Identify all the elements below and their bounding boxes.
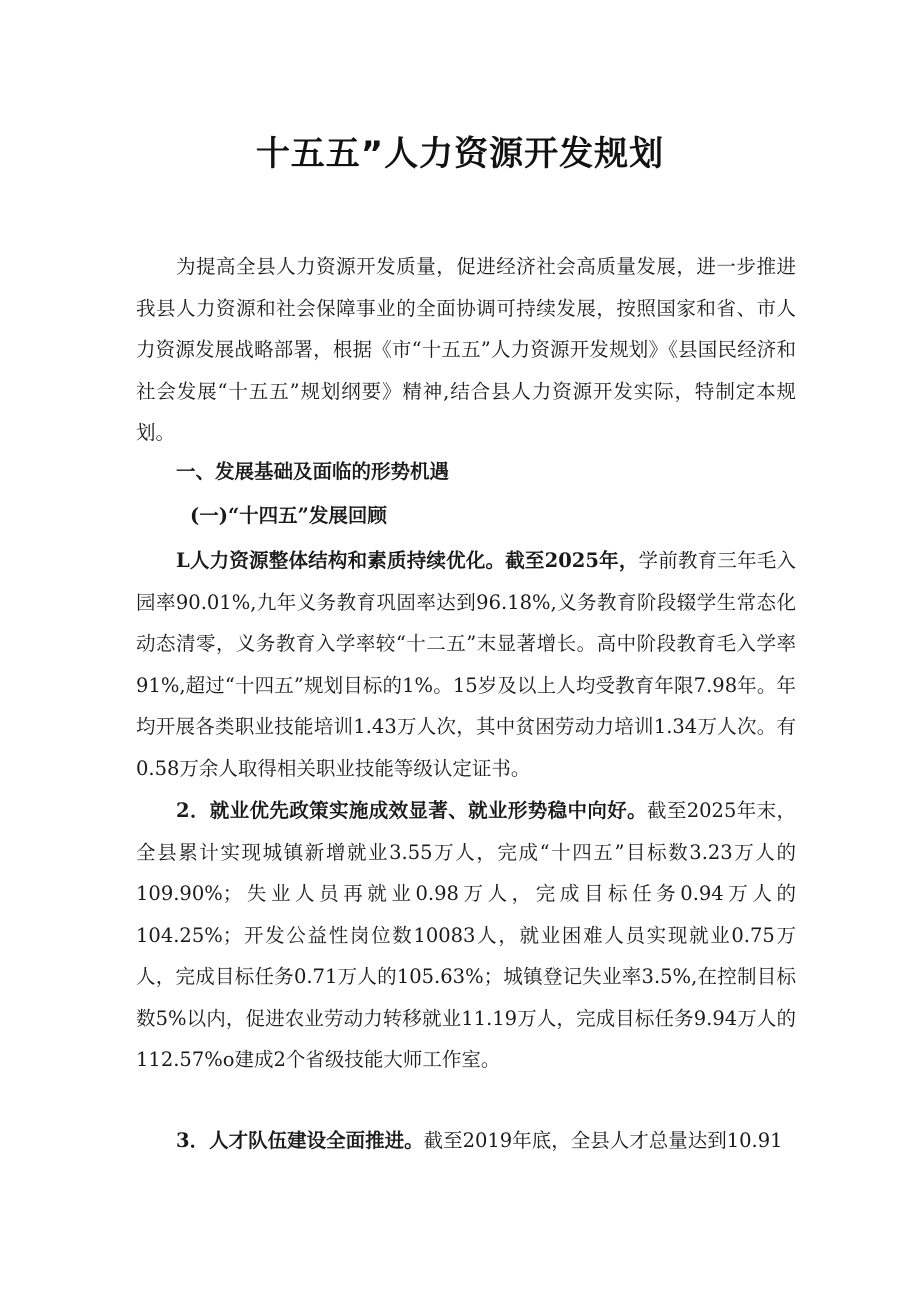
paragraph-item-1 (136, 540, 796, 789)
paragraph-text: 截至2019年底，全县人才总量达到10.91 (423, 1129, 783, 1152)
section-heading: 一、发展基础及面临的形势机遇 (176, 460, 450, 483)
subsection-heading: (一)“十四五”发展回顾 (190, 504, 387, 527)
paragraph-text: 学前教育三年毛入园率90.01%,九年义务教育巩固率达到96.18%,义务教育阶段辍学生常态化动态清零，义务教育入学率较“十二五”末显著增长。高中阶段教育毛入学率91%,超过“十四五”规划目标的1%。15岁及以上人均受教育年限7.98年。年均开展各类职业技能培训1.43万人次，其中贫困劳动力培训1.34万人次。有0.58万余人取得相关职业技能等级认定证书。 (136, 549, 796, 780)
paragraph-lead: L人力资源整体结构和素质持续优化。截至2025年， (176, 549, 639, 572)
paragraph-lead: 3．人才队伍建设全面推进。 (176, 1129, 424, 1152)
paragraph-text: 截至2025年末，全县累计实现城镇新增就业3.55万人，完成“十四五”目标数3.23万人的109.90%；失业人员再就业0.98万人，完成目标任务0.94万人的104.25%；开发公益性岗位数10083人，就业困难人员实现就业0.75万人，完成目标任务0.71万人的105.63%；城镇登记失业率3.5%,在控制目标数5%以内，促进农业劳动力转移就业11.19万人，完成目标任务9.94万人的112.57%o建成2个省级技能大师工作室。 (136, 799, 796, 1071)
document-title: 十五五”人力资源开发规划 (255, 134, 665, 174)
paragraph-item-2 (136, 790, 796, 1081)
paragraph-item-3 (136, 1120, 796, 1162)
paragraph-lead: 2．就业优先政策实施成效显著、就业形势稳中向好。 (176, 799, 647, 822)
intro-paragraph: 为提高全县人力资源开发质量，促进经济社会高质量发展，进一步推进我县人力资源和社会保障事业的全面协调可持续发展，按照国家和省、市人力资源发展战略部署，根据《市“十五五”人力资源开发规划》《县国民经济和社会发展“十五五”规划纲要》精神,结合县人力资源开发实际，特制定本规划。 (136, 255, 796, 444)
